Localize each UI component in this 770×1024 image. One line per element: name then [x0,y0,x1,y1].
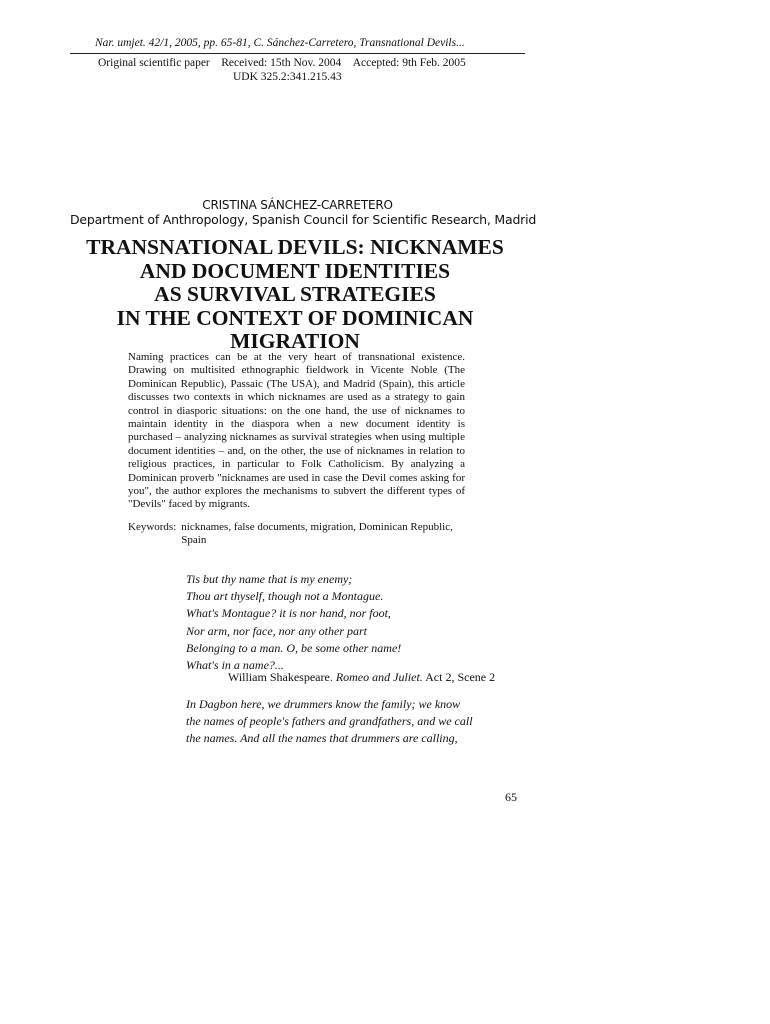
abstract: Naming practices can be at the very heart of transnational existence. Drawing on multisited ethnographic fieldwork in Vicente Noble (The Dominican Republic), Passaic (The USA), and Madrid (Spain), this article discusses two contexts in which nicknames are used as a strategy to gain control in diasporic situations: on the one hand, the use of nicknames to maintain identity in the diaspora when a new document identity is purchased – analyzing nicknames as survival strategies when using multiple document identities – and, on the other, the use of nicknames in relation to religious practices, in particular to Folk Catholicism. By analyzing a Dominican proverb "nicknames are used in case the Devil comes asking for you", the author explores the mechanisms to subvert the different types of "Devils" faced by migrants. [128,351,465,511]
accepted-date: Accepted: 9th Feb. 2005 [352,57,466,69]
epigraph-poem [186,571,486,674]
udk-code: UDK 325.2:341.215.43 [233,71,342,83]
title-line: AND DOCUMENT IDENTITIES [139,258,451,283]
author-name: CRISTINA SÁNCHEZ-CARRETERO [202,198,393,212]
quote-line: the names of people's fathers and grandfathers, and we call [186,714,473,729]
author-affiliation: Department of Anthropology, Spanish Council for Scientific Research, Madrid [70,212,537,227]
received-date: Received: 15th Nov. 2004 [221,57,342,69]
running-header [70,36,525,84]
keywords-text: nicknames, false documents, migration, Dominican Republic, Spain [181,521,453,547]
poem-line: Belonging to a man. O, be some other name! [186,640,402,655]
poem-line: What's in a name?... [186,658,284,673]
quote-line: the names. And all the names that drummers are calling, [186,731,458,746]
quote-line: In Dagbon here, we drummers know the family; we know [186,697,461,711]
paper-type: Original scientific paper [98,57,210,69]
poem-line: Thou art thyself, though not a Montague. [186,589,384,604]
poem-line: What's Montague? it is nor hand, nor foot, [186,606,391,621]
attribution-author: William Shakespeare. [228,670,333,684]
poem-line: Nor arm, nor face, nor any other part [186,623,367,638]
title-line: IN THE CONTEXT OF DOMINICAN [116,305,474,330]
poem-line: Tis but thy name that is my enemy; [186,572,353,586]
title-line: AS SURVIVAL STRATEGIES [154,282,436,306]
second-epigraph [186,696,526,748]
epigraph-attribution [228,670,528,685]
keywords-label: Keywords: [128,521,177,533]
title-line: TRANSNATIONAL DEVILS: NICKNAMES [86,235,504,259]
title-line: MIGRATION [230,329,360,353]
attribution-scene: Act 2, Scene 2 [425,670,496,684]
page-number: 65 [505,790,517,804]
keywords [128,521,465,548]
article-meta [70,56,525,70]
journal-citation: Nar. umjet. 42/1, 2005, pp. 65-81, C. Sánchez-Carretero, Transnational Devils... [70,36,525,54]
article-title [80,236,510,354]
attribution-work: Romeo and Juliet. [335,670,423,684]
